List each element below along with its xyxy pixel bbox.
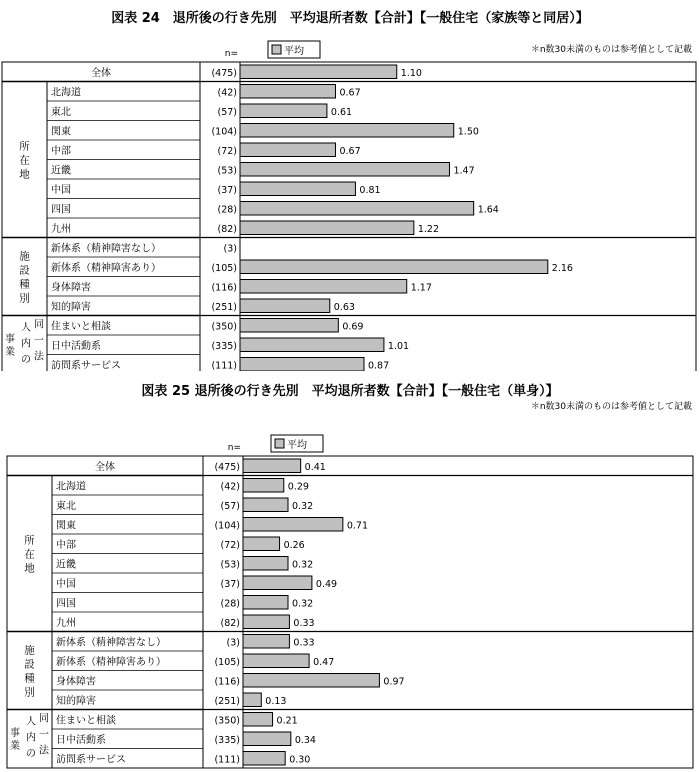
n-label: n= xyxy=(224,49,238,59)
row-n: (72) xyxy=(217,145,237,157)
group-label-char: 別 xyxy=(19,292,30,305)
group-sublabel-char: 同 xyxy=(34,319,44,331)
row-n: (42) xyxy=(217,87,237,99)
row-n: (105) xyxy=(211,262,237,274)
row-n: (116) xyxy=(214,676,240,688)
bar-value-label: 0.26 xyxy=(283,539,305,551)
group-label-char: 種 xyxy=(24,672,35,685)
chart1-title: 図表 24 退所後の行き先別 平均退所者数【合計】【一般住宅（家族等と同居）】 xyxy=(111,11,589,26)
bar-value-label: 0.63 xyxy=(333,301,355,313)
chart1-svg xyxy=(0,36,700,371)
bar-value-label: 0.32 xyxy=(292,559,314,571)
bar xyxy=(240,124,454,138)
group-sublabel-char: の xyxy=(26,748,36,760)
bar xyxy=(243,518,343,532)
bar-value-label: 0.30 xyxy=(289,754,311,766)
row-n: (53) xyxy=(217,165,237,177)
row-label: 中部 xyxy=(51,145,71,157)
row-n: (104) xyxy=(214,520,240,532)
row-label: 中国 xyxy=(56,578,76,590)
bar xyxy=(243,752,285,766)
row-label: 関東 xyxy=(56,520,76,532)
row-n: (37) xyxy=(220,578,240,590)
row-label: 近畿 xyxy=(56,559,76,571)
group-sublabel-char: 同 xyxy=(39,713,49,725)
bar-value-label: 0.67 xyxy=(339,87,361,99)
row-label: 知的障害 xyxy=(51,301,91,313)
group-label-char: 業 xyxy=(10,740,20,752)
group-label-char: 施 xyxy=(19,250,30,263)
row-n: (37) xyxy=(217,184,237,196)
bar xyxy=(243,557,288,571)
chart1-note: ＊n数30未満のものは参考値として記載 xyxy=(530,45,692,55)
row-n: (111) xyxy=(211,360,237,371)
row-n: (82) xyxy=(217,223,237,235)
group-label-char: 業 xyxy=(5,346,15,358)
bar-value-label: 1.10 xyxy=(400,67,422,79)
group-sublabel-char: の xyxy=(21,354,31,366)
bar-value-label: 0.41 xyxy=(304,461,326,473)
row-n: (335) xyxy=(214,734,240,746)
bar xyxy=(243,635,289,649)
bar-value-label: 0.71 xyxy=(346,520,368,532)
bar-value-label: 0.49 xyxy=(315,578,338,590)
bar xyxy=(243,576,312,590)
row-label: 身体障害 xyxy=(51,282,91,294)
bar-value-label: 1.64 xyxy=(477,204,499,216)
group-sublabel-char: 一 xyxy=(39,729,49,741)
row-label: 新体系（精神障害なし） xyxy=(56,637,166,649)
row-n: (82) xyxy=(220,617,240,629)
row-n: (111) xyxy=(214,754,240,766)
row-n: (57) xyxy=(220,500,240,512)
row-label: 北海道 xyxy=(56,481,86,493)
group-label-char: 種 xyxy=(19,278,30,291)
bar xyxy=(240,104,327,118)
row-label: 訪問系サービス xyxy=(56,754,126,766)
row-label: 東北 xyxy=(51,106,71,118)
row-n: (72) xyxy=(220,539,240,551)
bar xyxy=(243,615,289,629)
row-n: (28) xyxy=(217,204,237,216)
bar-value-label: 0.29 xyxy=(287,481,309,493)
group-sublabel-char: 法 xyxy=(39,745,49,757)
row-label: 中部 xyxy=(56,539,76,551)
group-label-char: 地 xyxy=(19,168,30,181)
row-label: 九州 xyxy=(51,223,71,235)
row-n: (53) xyxy=(220,559,240,571)
bar xyxy=(240,280,407,294)
group-sublabel-char: 人 xyxy=(21,322,31,334)
row-label: 新体系（精神障害なし） xyxy=(51,243,161,255)
group-sublabel-char: 一 xyxy=(34,335,44,347)
bar-value-label: 0.87 xyxy=(367,360,390,371)
bar-value-label: 1.50 xyxy=(457,126,479,138)
bar xyxy=(243,674,379,688)
legend-label: 平均 xyxy=(287,440,307,451)
row-label: 四国 xyxy=(51,204,71,216)
bar xyxy=(243,498,288,512)
bar-value-label: 1.01 xyxy=(387,340,410,352)
row-label: 新体系（精神障害あり） xyxy=(56,656,166,668)
bar xyxy=(240,299,330,313)
bar xyxy=(243,693,261,707)
bar xyxy=(240,338,384,352)
bar-value-label: 0.81 xyxy=(359,184,381,196)
row-label: 身体障害 xyxy=(56,676,96,688)
row-label: 日中活動系 xyxy=(56,734,106,746)
bar-value-label: 0.33 xyxy=(293,637,315,649)
bar xyxy=(240,182,355,196)
bar-value-label: 0.34 xyxy=(294,734,316,746)
row-label: 訪問系サービス xyxy=(51,360,121,371)
row-label: 知的障害 xyxy=(56,695,96,707)
bar-value-label: 0.32 xyxy=(292,598,314,610)
bar xyxy=(240,85,335,99)
group-sublabel-char: 内 xyxy=(21,338,31,350)
bar-value-label: 0.69 xyxy=(342,321,364,333)
group-label-char: 別 xyxy=(24,686,35,699)
bar xyxy=(240,202,474,216)
group-label-char: 在 xyxy=(19,154,30,167)
bar xyxy=(240,163,449,177)
chart2-note: ＊n数30未満のものは参考値として記載 xyxy=(530,402,692,412)
row-n: (475) xyxy=(211,67,237,79)
row-n: (350) xyxy=(211,321,237,333)
chart2-title: 図表 25 退所後の行き先別 平均退所者数【合計】【一般住宅（単身）】 xyxy=(141,384,559,399)
legend-swatch xyxy=(275,439,284,448)
group-label-char: 事 xyxy=(5,333,15,345)
row-n: (42) xyxy=(220,481,240,493)
bar xyxy=(243,713,273,727)
legend-label: 平均 xyxy=(284,46,304,57)
bar xyxy=(240,260,548,274)
row-label: 九州 xyxy=(56,617,76,629)
group-label-char: 設 xyxy=(24,658,35,671)
bar-value-label: 0.61 xyxy=(330,106,353,118)
row-n: (350) xyxy=(214,715,240,727)
bar xyxy=(243,596,288,610)
row-label: 東北 xyxy=(56,500,76,512)
bar xyxy=(240,221,414,235)
n-label: n= xyxy=(227,443,241,453)
bar-value-label: 1.17 xyxy=(410,282,432,294)
row-n: (57) xyxy=(217,106,237,118)
row-label: 住まいと相談 xyxy=(56,715,116,727)
group-label-char: 地 xyxy=(24,562,35,575)
bar-value-label: 1.22 xyxy=(417,223,440,235)
bar xyxy=(243,459,301,473)
row-label: 四国 xyxy=(56,598,76,610)
group-label-char: 所 xyxy=(24,534,35,547)
group-label-char: 設 xyxy=(19,264,30,277)
row-n: (116) xyxy=(211,282,237,294)
row-n: (3) xyxy=(226,637,240,649)
bar-value-label: 0.21 xyxy=(276,715,298,727)
row-label: 日中活動系 xyxy=(51,340,101,352)
bar-value-label: 0.47 xyxy=(313,656,335,668)
bar xyxy=(240,143,335,157)
row-label: 近畿 xyxy=(51,165,71,177)
row-n: (105) xyxy=(214,656,240,668)
row-n: (475) xyxy=(214,461,240,473)
group-label-char: 在 xyxy=(24,548,35,561)
group-sublabel-char: 法 xyxy=(34,351,44,363)
bar xyxy=(243,479,284,493)
row-label: 関東 xyxy=(51,126,71,138)
row-label-total: 全体 xyxy=(95,461,115,473)
bar xyxy=(240,319,338,333)
group-label-char: 事 xyxy=(10,727,20,739)
row-label: 中国 xyxy=(51,184,71,196)
row-n: (28) xyxy=(220,598,240,610)
group-label-char: 所 xyxy=(19,140,30,153)
bar-value-label: 0.13 xyxy=(265,695,287,707)
bar-value-label: 0.33 xyxy=(293,617,315,629)
row-n: (251) xyxy=(211,301,237,313)
group-sublabel-char: 内 xyxy=(26,732,36,744)
group-label-char: 施 xyxy=(24,644,35,657)
bar xyxy=(243,732,291,746)
bar-value-label: 1.47 xyxy=(453,165,475,177)
row-n: (3) xyxy=(223,243,237,255)
chart2-svg xyxy=(0,430,700,770)
bar xyxy=(240,358,364,372)
row-n: (104) xyxy=(211,126,237,138)
row-label: 住まいと相談 xyxy=(51,321,111,333)
row-n: (251) xyxy=(214,695,240,707)
bar-value-label: 0.97 xyxy=(383,676,405,688)
bar xyxy=(240,65,397,79)
bar-value-label: 0.67 xyxy=(339,145,361,157)
bar xyxy=(243,537,280,551)
row-label: 新体系（精神障害あり） xyxy=(51,262,161,274)
legend-swatch xyxy=(272,45,281,54)
bar-value-label: 2.16 xyxy=(551,262,573,274)
row-label: 北海道 xyxy=(51,87,81,99)
group-sublabel-char: 人 xyxy=(26,716,36,728)
bar-value-label: 0.32 xyxy=(292,500,314,512)
row-n: (335) xyxy=(211,340,237,352)
bar xyxy=(243,654,309,668)
row-label-total: 全体 xyxy=(91,67,111,79)
